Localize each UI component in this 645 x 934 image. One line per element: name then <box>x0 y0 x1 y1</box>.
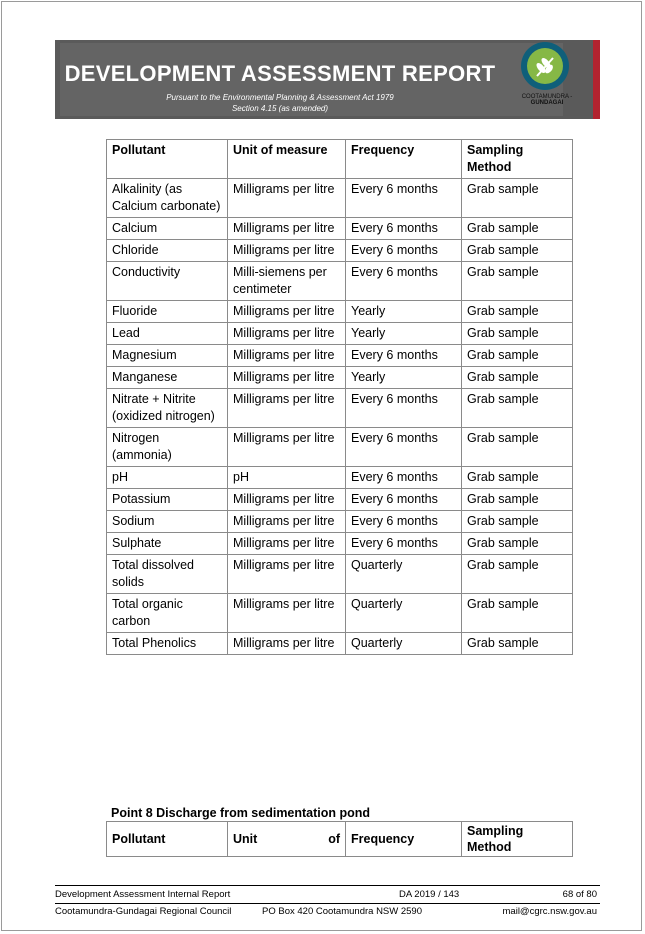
cell-pollutant: Magnesium <box>107 345 228 367</box>
cell-sampling-method: Grab sample <box>462 323 573 345</box>
cell-sampling-method: Grab sample <box>462 489 573 511</box>
cell-sampling-method: Grab sample <box>462 555 573 594</box>
table-body <box>107 179 573 655</box>
cell-sampling-method: Grab sample <box>462 345 573 367</box>
footer-council-name: Cootamundra-Gundagai Regional Council <box>55 906 232 917</box>
cell-unit: Milligrams per litre <box>228 345 346 367</box>
cell-frequency: Every 6 months <box>346 262 462 301</box>
banner-subtitle <box>60 92 500 114</box>
cell-unit: Milligrams per litre <box>228 367 346 389</box>
banner-subtitle-line2: Section 4.15 (as amended) <box>231 104 329 113</box>
cell-pollutant: pH <box>107 467 228 489</box>
cell-pollutant: Nitrogen (ammonia) <box>107 428 228 467</box>
cell-frequency: Every 6 months <box>346 533 462 555</box>
cell-pollutant: Total Phenolics <box>107 633 228 655</box>
cell-unit: Milligrams per litre <box>228 555 346 594</box>
cell-frequency: Quarterly <box>346 633 462 655</box>
cell-pollutant: Nitrate + Nitrite (oxidized nitrogen) <box>107 389 228 428</box>
cell-frequency: Every 6 months <box>346 489 462 511</box>
cell-frequency: Yearly <box>346 323 462 345</box>
cell-unit: Milligrams per litre <box>228 218 346 240</box>
table-row <box>107 633 573 655</box>
table-row <box>107 428 573 467</box>
table-row <box>107 367 573 389</box>
cell-sampling-method: Grab sample <box>462 240 573 262</box>
footer-report-name: Development Assessment Internal Report <box>55 889 231 900</box>
section-title: Point 8 Discharge from sedimentation pond <box>111 806 371 820</box>
cell-pollutant: Conductivity <box>107 262 228 301</box>
cell-sampling-method: Grab sample <box>462 367 573 389</box>
table-row <box>107 179 573 218</box>
table-row <box>107 301 573 323</box>
cell-sampling-method: Grab sample <box>462 179 573 218</box>
header-frequency: Frequency <box>346 140 462 179</box>
footer-email: mail@cgrc.nsw.gov.au <box>502 906 597 917</box>
footer-page-number: 68 of 80 <box>562 889 597 900</box>
cell-unit: Milligrams per litre <box>228 533 346 555</box>
cell-frequency: Every 6 months <box>346 179 462 218</box>
discharge-header-frequency: Frequency <box>346 822 462 857</box>
cell-unit: Milligrams per litre <box>228 594 346 633</box>
cell-sampling-method: Grab sample <box>462 262 573 301</box>
banner-title: DEVELOPMENT ASSESSMENT REPORT <box>64 61 496 86</box>
cell-sampling-method: Grab sample <box>462 533 573 555</box>
table-row <box>107 240 573 262</box>
cell-sampling-method: Grab sample <box>462 218 573 240</box>
cell-frequency: Yearly <box>346 301 462 323</box>
cell-sampling-method: Grab sample <box>462 511 573 533</box>
cell-sampling-method: Grab sample <box>462 428 573 467</box>
table-row <box>107 511 573 533</box>
cell-pollutant: Chloride <box>107 240 228 262</box>
table-row <box>107 467 573 489</box>
cell-frequency: Every 6 months <box>346 428 462 467</box>
cell-frequency: Every 6 months <box>346 389 462 428</box>
cell-frequency: Quarterly <box>346 594 462 633</box>
cell-unit: Milligrams per litre <box>228 489 346 511</box>
cell-unit: Milligrams per litre <box>228 179 346 218</box>
header-sampling-method: Sampling Method <box>462 140 573 179</box>
table-row <box>107 555 573 594</box>
cell-sampling-method: Grab sample <box>462 389 573 428</box>
cell-unit: Milligrams per litre <box>228 633 346 655</box>
cell-unit: Milligrams per litre <box>228 240 346 262</box>
discharge-header-sampling-method: Sampling Method <box>462 822 573 857</box>
banner-accent-bar <box>593 40 600 119</box>
cell-unit: Milligrams per litre <box>228 511 346 533</box>
table-row <box>107 389 573 428</box>
logo-leaf-icon <box>527 48 563 84</box>
cell-unit: Milli-siemens per centimeter <box>228 262 346 301</box>
cell-unit: Milligrams per litre <box>228 389 346 428</box>
cell-sampling-method: Grab sample <box>462 467 573 489</box>
table-header-row <box>107 140 573 179</box>
footer-address: PO Box 420 Cootamundra NSW 2590 <box>262 906 423 917</box>
table-row <box>107 489 573 511</box>
footer-da-number: DA 2019 / 143 <box>399 889 460 900</box>
cell-frequency: Every 6 months <box>346 345 462 367</box>
table-row <box>107 345 573 367</box>
logo-text-line1: COOTAMUNDRA - <box>521 94 573 100</box>
cell-pollutant: Calcium <box>107 218 228 240</box>
cell-frequency: Every 6 months <box>346 467 462 489</box>
table-row <box>107 218 573 240</box>
cell-pollutant: Fluoride <box>107 301 228 323</box>
cell-pollutant: Total organic carbon <box>107 594 228 633</box>
footer-divider-bottom <box>55 903 600 904</box>
cell-sampling-method: Grab sample <box>462 301 573 323</box>
cell-sampling-method: Grab sample <box>462 633 573 655</box>
cell-unit: pH <box>228 467 346 489</box>
banner-subtitle-line1: Pursuant to the Environmental Planning & Assessment Act 1979 <box>166 93 394 102</box>
table-row <box>107 262 573 301</box>
cell-frequency: Every 6 months <box>346 240 462 262</box>
logo-text-line2: GUNDAGAI <box>530 100 564 106</box>
table-row <box>107 323 573 345</box>
header-unit: Unit of measure <box>228 140 346 179</box>
discharge-table <box>106 821 573 857</box>
banner-panel <box>60 43 563 116</box>
cell-pollutant: Lead <box>107 323 228 345</box>
cell-pollutant: Manganese <box>107 367 228 389</box>
table-row <box>107 594 573 633</box>
cell-pollutant: Sodium <box>107 511 228 533</box>
table-row <box>107 533 573 555</box>
cell-unit: Milligrams per litre <box>228 301 346 323</box>
cell-frequency: Every 6 months <box>346 218 462 240</box>
monitoring-table <box>106 139 573 655</box>
header-pollutant: Pollutant <box>107 140 228 179</box>
wheat-icon <box>527 48 563 84</box>
cell-unit: Milligrams per litre <box>228 428 346 467</box>
cell-frequency: Yearly <box>346 367 462 389</box>
cell-sampling-method: Grab sample <box>462 594 573 633</box>
council-logo <box>515 42 579 117</box>
cell-frequency: Every 6 months <box>346 511 462 533</box>
cell-unit: Milligrams per litre <box>228 323 346 345</box>
footer-divider-top <box>55 885 600 886</box>
cell-pollutant: Sulphate <box>107 533 228 555</box>
discharge-header-unit-text: Unit of <box>233 832 340 846</box>
cell-pollutant: Alkalinity (as Calcium carbonate) <box>107 179 228 218</box>
discharge-header-row <box>107 822 573 857</box>
logo-text <box>515 94 579 106</box>
cell-pollutant: Potassium <box>107 489 228 511</box>
discharge-header-pollutant: Pollutant <box>107 822 228 857</box>
cell-pollutant: Total dissolved solids <box>107 555 228 594</box>
discharge-header-unit <box>228 822 346 857</box>
cell-frequency: Quarterly <box>346 555 462 594</box>
